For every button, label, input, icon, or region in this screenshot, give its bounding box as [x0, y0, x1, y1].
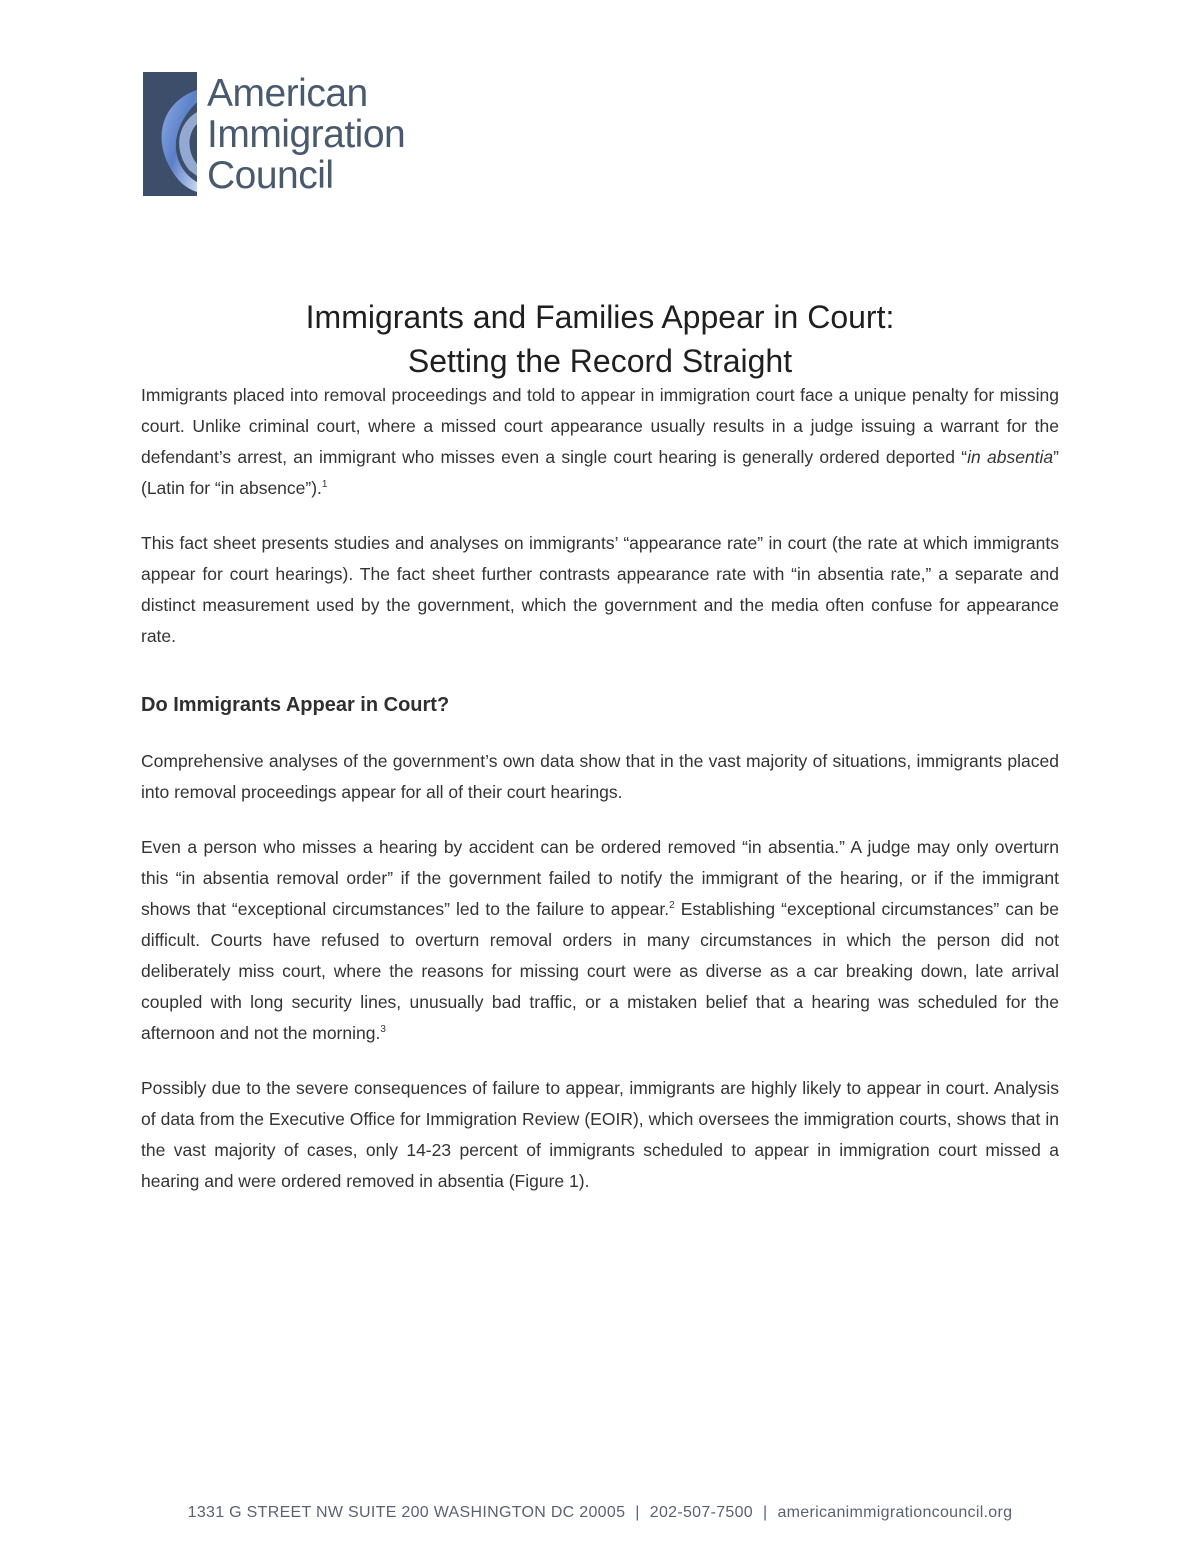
document-body [141, 380, 1059, 1221]
section-paragraph-2 [141, 832, 1059, 1049]
footer-website-link[interactable]: americanimmigrationcouncil.org [777, 1504, 1013, 1521]
footnote-ref-2[interactable]: 2 [669, 900, 675, 912]
organization-logo [143, 72, 405, 196]
footnote-ref-3[interactable]: 3 [380, 1024, 386, 1036]
intro-p1-text-a: Immigrants placed into removal proceedings and told to appear in immigration court face a unique penalty for missing court. Unlike criminal court, where a missed court appearance usually results in a judge issuing a warrant for the defendant’s arrest, an immigrant who misses even a single court hearing is generally ordered deported “ [141, 385, 1059, 467]
footer-divider: | [635, 1504, 640, 1521]
logo-swoosh-icon [143, 72, 197, 196]
logo-text-line3: Council [207, 153, 334, 197]
section-heading: Do Immigrants Appear in Court? [141, 694, 450, 716]
document-title [0, 295, 1200, 383]
title-line-2: Setting the Record Straight [407, 343, 793, 380]
page-footer [0, 1504, 1200, 1522]
logo-text-line2: Immigration [207, 112, 406, 156]
footnote-ref-1[interactable]: 1 [321, 479, 328, 491]
section-p2-text-b: Establishing “exceptional circumstances” can be difficult. Courts have refused to overturn removal orders in many circumstances in which the person did not deliberately miss court, where the reasons for missing court were as diverse as a car breaking down, late arrival coupled with long security lines, unusually bad traffic, or a mistaken belief that a hearing was scheduled for the afternoon and not the morning. [141, 899, 1059, 1043]
intro-p1-text-b: ” (Latin for “in absence”). [141, 447, 1059, 498]
section-paragraph-1: Comprehensive analyses of the government’s own data show that in the vast majority of situations, immigrants placed into removal proceedings appear for all of their court hearings. [141, 751, 1059, 802]
intro-paragraph-2: This fact sheet presents studies and analyses on immigrants’ “appearance rate” in court (the rate at which immigrants appear for court hearings). The fact sheet further contrasts appearance rate with “in absentia rate,” a separate and distinct measurement used by the government, which the government and the media often confuse for appearance rate. [141, 533, 1059, 646]
footer-address: 1331 G STREET NW SUITE 200 WASHINGTON DC 20005 [187, 1504, 626, 1521]
footer-divider: | [763, 1504, 768, 1521]
intro-p1-italic: in absentia [967, 447, 1054, 467]
logo-text-line1: American [207, 71, 368, 115]
section-paragraph-3: Possibly due to the severe consequences of failure to appear, immigrants are highly likely to appear in court. Analysis of data from the Executive Office for Immigration Review (EOIR), which oversees the immigration courts, shows that in the vast majority of cases, only 14-23 percent of immigrants scheduled to appear in immigration court missed a hearing and were ordered removed in absentia (Figure 1). [141, 1078, 1059, 1191]
section-p2-text-a: Even a person who misses a hearing by accident can be ordered removed “in absentia.” A judge may only overturn this “in absentia removal order” if the government failed to notify the immigrant of the hearing, or if the immigrant shows that “exceptional circumstances” led to the failure to appear. [141, 837, 1059, 919]
footer-phone: 202-507-7500 [649, 1504, 753, 1521]
title-line-1: Immigrants and Families Appear in Court: [305, 299, 895, 336]
intro-paragraph-1 [141, 380, 1059, 504]
